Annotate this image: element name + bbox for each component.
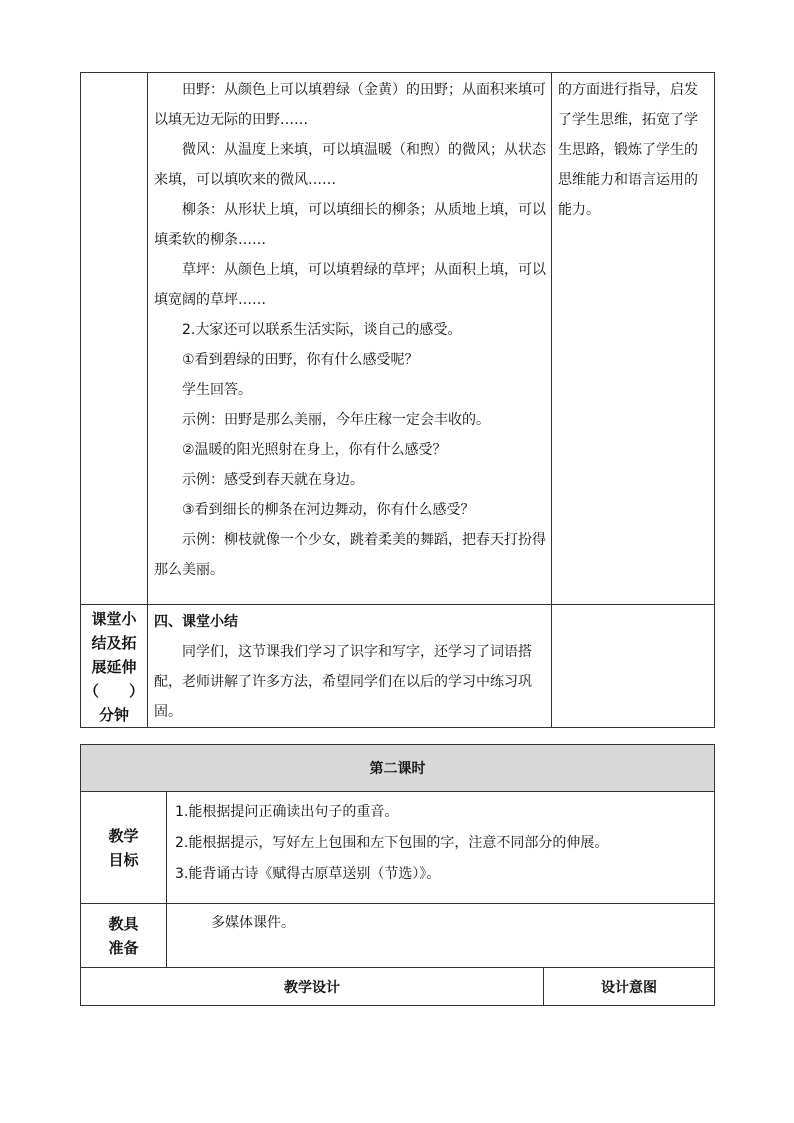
tools-label: 教具准备 (81, 904, 167, 968)
summary-label: 课堂小 结及拓 展延伸 （ ） 分钟 (83, 610, 144, 724)
paragraph: 示例：柳枝就像一个少女，跳着柔美的舞蹈，把春天打扮得那么美丽。 (154, 532, 546, 578)
design-header: 教学设计 (81, 968, 544, 1006)
paragraph: 2.大家还可以联系生活实际，谈自己的感受。 (182, 322, 462, 338)
paragraph: 示例：田野是那么美丽，今年庄稼一定会丰收的。 (182, 412, 490, 428)
paragraph: 微风：从温度上来填，可以填温暖（和煦）的微风；从状态来填，可以填吹来的微风…… (154, 142, 546, 188)
summary-label-cell (81, 605, 148, 728)
summary-content-cell (148, 605, 552, 728)
paragraph: ②温暖的阳光照射在身上，你有什么感受？ (182, 442, 447, 458)
tools-cell (167, 904, 715, 968)
paragraph: 示例：感受到春天就在身边。 (182, 472, 364, 488)
goal-item: 2.能根据提示，写好左上包围和左下包围的字，注意不同部分的伸展。 (175, 835, 609, 851)
content-cell (148, 73, 552, 605)
paragraph: 学生回答。 (182, 382, 252, 398)
lesson-table-second (80, 744, 715, 1006)
intent-header: 设计意图 (544, 968, 715, 1006)
goals-label: 教学目标 (81, 792, 167, 904)
summary-heading: 四、课堂小结 (154, 614, 238, 630)
lesson-table-top (80, 72, 715, 728)
lesson-title: 第二课时 (81, 745, 715, 792)
tools-text: 多媒体课件。 (211, 915, 295, 931)
activity-paragraphs (148, 73, 551, 585)
summary-text: 同学们，这节课我们学习了识字和写字，还学习了词语搭配，老师讲解了许多方法，希望同学们在以后的学习中练习巩固。 (154, 644, 532, 720)
goal-item: 3.能背诵古诗《赋得古原草送别（节选）》。 (175, 866, 441, 882)
summary-intent-cell (552, 605, 715, 728)
label-cell-empty (81, 73, 148, 605)
design-intent-cell (552, 73, 715, 605)
paragraph: 田野：从颜色上可以填碧绿（金黄）的田野；从面积来填可以填无边无际的田野…… (154, 82, 546, 128)
goals-cell (167, 792, 715, 904)
paragraph: ③看到细长的柳条在河边舞动，你有什么感受？ (182, 502, 475, 518)
paragraph: 草坪：从颜色上填，可以填碧绿的草坪；从面积上填，可以填宽阔的草坪…… (154, 262, 546, 308)
goal-item: 1.能根据提问正确读出句子的重音。 (175, 804, 399, 820)
design-intent-text: 的方面进行指导，启发了学生思维，拓宽了学生思路，锻炼了学生的思维能力和语言运用的能力。 (558, 82, 698, 218)
paragraph: 柳条：从形状上填，可以填细长的柳条；从质地上填，可以填柔软的柳条…… (154, 202, 546, 248)
paragraph: ①看到碧绿的田野，你有什么感受呢？ (182, 352, 419, 368)
